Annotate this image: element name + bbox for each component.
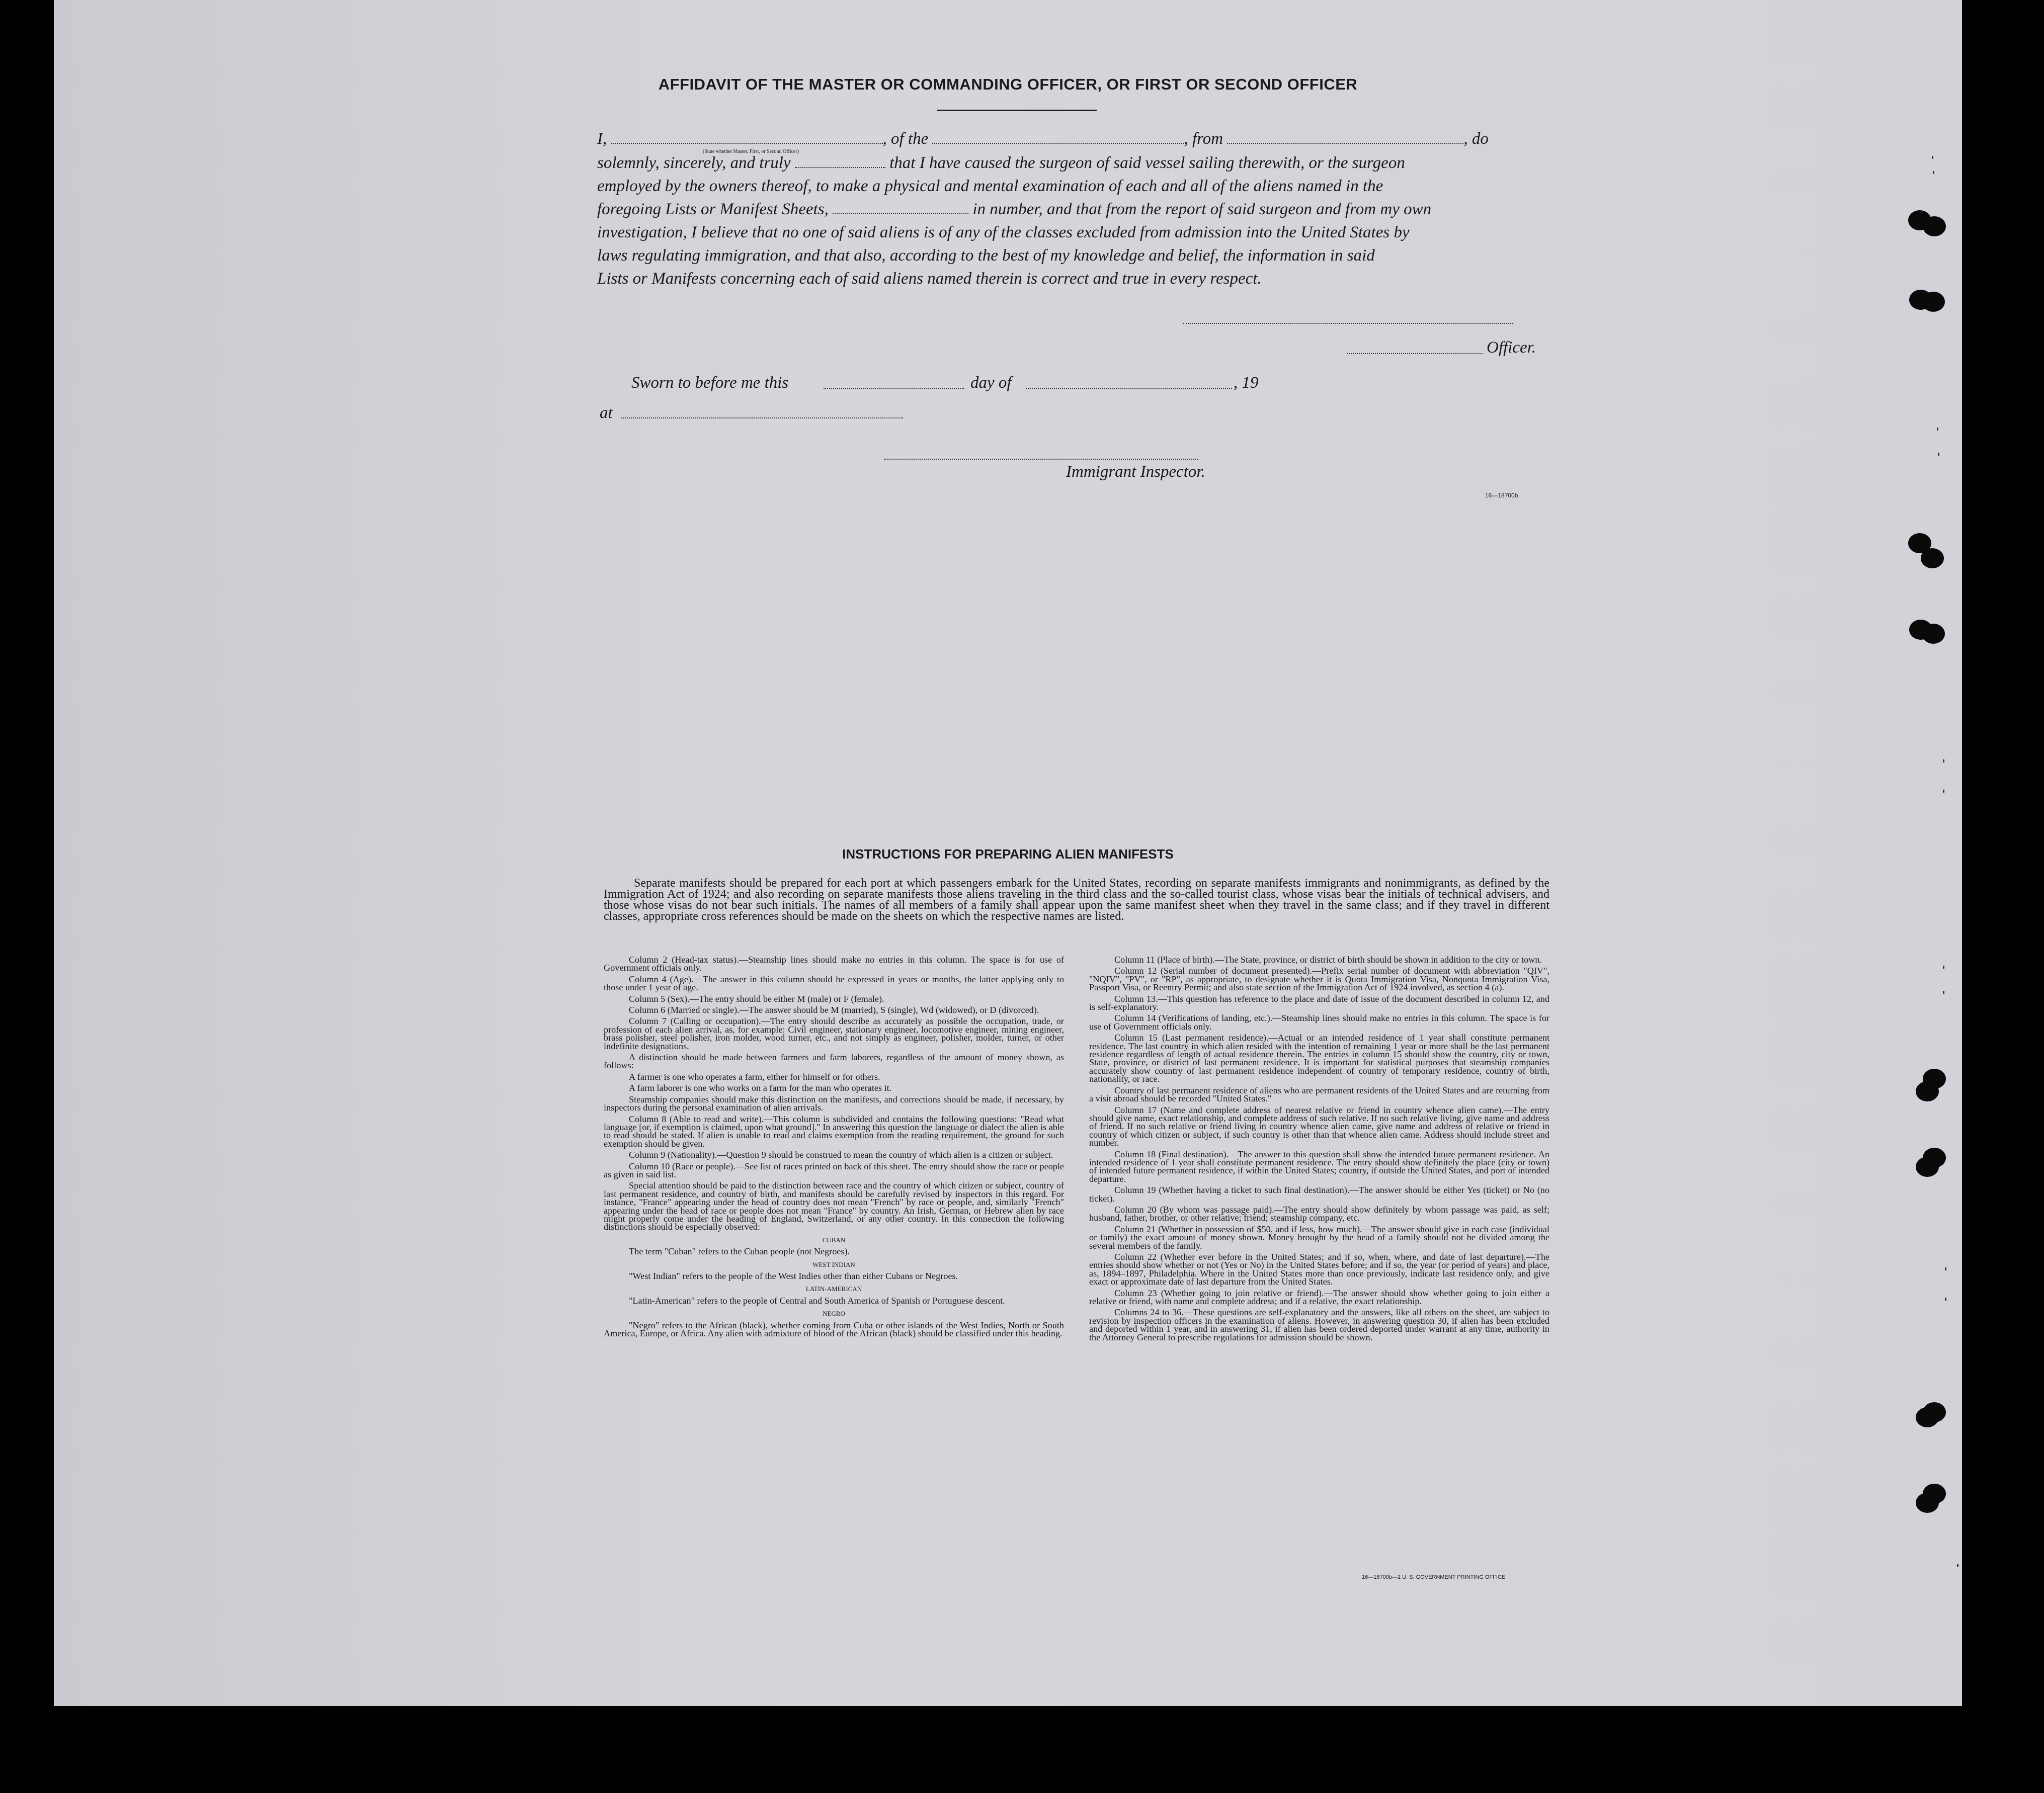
edge-mark bbox=[1943, 966, 1944, 969]
negro-definition: "Negro" refers to the African (black), whether coming from Cuba or other islands of the West Indies, North or South America, Europe, or Africa. Any alien with admixture of blood of the African (black) should be classified under this heading. bbox=[604, 1320, 1064, 1339]
edge-mark bbox=[1943, 991, 1944, 994]
inspector-label: Immigrant Inspector. bbox=[1066, 463, 1205, 481]
edge-mark bbox=[1957, 1564, 1958, 1567]
punch-hole bbox=[1923, 1484, 1946, 1504]
cuban-definition: The term "Cuban" refers to the Cuban people (not Negroes). bbox=[629, 1246, 850, 1257]
signature-line bbox=[1183, 323, 1513, 324]
latin-american-definition: "Latin-American" refers to the people of Central and South America of Spanish or Portuguese descent. bbox=[629, 1295, 1005, 1306]
instruction-paragraph: Column 19 (Whether having a ticket to such final destination).—The answer should be either Yes (ticket) or No (no ticket). bbox=[1089, 1185, 1549, 1204]
latin-american-heading: LATIN-AMERICAN bbox=[805, 1285, 862, 1293]
instruction-paragraph: Column 5 (Sex).—The entry should be either M (male) or F (female). bbox=[629, 993, 884, 1004]
punch-hole bbox=[1921, 548, 1944, 568]
instructions-title: INSTRUCTIONS FOR PREPARING ALIEN MANIFESTS bbox=[842, 846, 1174, 862]
sworn-day-line bbox=[824, 388, 964, 389]
instruction-paragraph: Column 20 (By whom was passage paid).—The entry should show definitely by whom passage was paid, as self; husband, father, brother, or other relative; friend; steamship company, etc. bbox=[1089, 1204, 1549, 1223]
west-indian-definition: "West Indian" refers to the people of the West Indies other than either Cubans or Negroes. bbox=[629, 1271, 958, 1281]
punch-hole bbox=[1923, 1148, 1946, 1168]
instruction-paragraph: Special attention should be paid to the distinction between race and the country of which citizen or subject, country of last permanent residence, and country of birth, and manifests should be carefully revised by inspectors in this regard. For instance, "France" appearing under the head of country does not mean "French" by race or people, and, similarly "French" appearing under the head of race or people does not mean "France" by country. An Irish, German, or Hebrew alien by race might properly come under the heading of England, Switzerland, or any other country. In this connection the following distinctions should be especially observed: bbox=[604, 1180, 1064, 1232]
affidavit-line-7: Lists or Manifests concerning each of said aliens named therein is correct and true in every respect. bbox=[597, 270, 1262, 288]
punch-hole bbox=[1922, 624, 1945, 644]
edge-mark bbox=[1943, 759, 1944, 762]
instruction-paragraph: A farm laborer is one who works on a farm for the man who operates it. bbox=[629, 1083, 892, 1093]
port-from-blank bbox=[1227, 142, 1463, 144]
affidavit-line-3: employed by the owners thereof, to make a physical and mental examination of each and all of the aliens named in the bbox=[597, 177, 1383, 195]
manifest-sheet bbox=[54, 0, 1962, 1706]
instruction-paragraph: Column 21 (Whether in possession of $50, and if less, how much).—The answer should give in each case (individual or family) the exact amount of money shown. Money brought by the head of a family should not be divided among the several members of the family. bbox=[1089, 1224, 1549, 1251]
officer-name-line bbox=[1347, 353, 1483, 354]
edge-mark bbox=[1937, 428, 1938, 431]
instruction-paragraph: Column 7 (Calling or occupation).—The entry should describe as accurately as possible the occupation, trade, or profession of each alien arrival, as, for example: Civil engineer, stationary engineer, locomotive engineer, mining engineer, brass polisher, steel polisher, iron molder, wood turner, etc., and not simply as engineer, polisher, molder, turner, or other indefinite designations. bbox=[604, 1016, 1064, 1051]
instruction-paragraph: Column 14 (Verifications of landing, etc.).—Steamship lines should make no entries in this column. The space is for use of Government officials only. bbox=[1089, 1013, 1549, 1032]
sworn-month-line bbox=[1026, 388, 1232, 389]
west-indian-heading: WEST INDIAN bbox=[812, 1260, 855, 1268]
vessel-name-blank bbox=[932, 142, 1184, 144]
rank-fine-print: (State whether Master, First, or Second Officer) bbox=[703, 149, 799, 154]
affidavit-line-4: foregoing Lists or Manifest Sheets, in number, and that from the report of said surgeon and from my own bbox=[597, 200, 1432, 218]
instruction-paragraph: Column 10 (Race or people).—See list of races printed on back of this sheet. The entry should show the race or people as given in said list. bbox=[604, 1161, 1064, 1179]
instruction-paragraph: Column 15 (Last permanent residence).—Actual or an intended residence of 1 year shall constitute permanent residence. The last country in which alien resided with the intention of remaining 1 year or more shall be the last permanent residence regardless of length of actual residence therein. The entries in column 15 should show the country, city or town, State, province, or district of last permanent residence. It is important for statistical purposes that steamship companies accurately show country of last permanent residence independent of country of temporary residence, country of birth, nationality, or race. bbox=[1089, 1033, 1549, 1084]
instruction-paragraph: Column 12 (Serial number of document presented).—Prefix serial number of document with abbreviation "QIV", "NQIV", "PV", or "RP", as appropriate, to designate whether it is Quota Immigration Visa, Nonquota Immigration Visa, Passport Visa, or Reentry Permit; and also state section of the Immigration Act of 1924 involved, as section 4 (a). bbox=[1089, 966, 1549, 993]
negro-heading: NEGRO bbox=[823, 1310, 845, 1318]
cuban-heading: CUBAN bbox=[822, 1236, 846, 1244]
instructions-intro: Separate manifests should be prepared for each port at which passengers embark for the United States, recording on separate manifests immigrants and nonimmigrants, as defined by the Immigration Act of 1924; and also recording on separate manifests those aliens traveling in the third class and the so-called tourist class, whose visas bear the initials of technical advisers, and those whose visas do not bear such initials. The names of all members of a family shall appear upon the same manifest sheet when they travel in the same class; and if they travel in different classes, appropriate cross references should be made on the sheets on which the respective names are listed. bbox=[604, 877, 1549, 923]
affidavit-line-5: investigation, I believe that no one of said aliens is of any of the classes excluded from admission into the United States by bbox=[597, 223, 1410, 241]
instruction-paragraph: Column 9 (Nationality).—Question 9 should be construed to mean the country of which alien is a citizen or subject. bbox=[629, 1150, 1053, 1160]
at-label: at bbox=[600, 404, 613, 422]
instruction-paragraph: A farmer is one who operates a farm, either for himself or for others. bbox=[629, 1071, 880, 1082]
officer-rank-blank bbox=[611, 142, 883, 144]
instructions-left-column bbox=[604, 956, 1064, 1340]
edge-mark bbox=[1945, 1267, 1946, 1270]
punch-hole bbox=[1922, 292, 1945, 312]
form-number: 16—18700b bbox=[1485, 492, 1518, 499]
punch-hole bbox=[1923, 1402, 1946, 1422]
instruction-paragraph: Column 8 (Able to read and write).—This column is subdivided and contains the following questions: "Read what language [or, if exemption is claimed, upon what ground]." In answering this question the language or dialect the alien is able to read should be stated. If alien is unable to read and claims exemption from the reading requirement, the ground for such exemption should be given. bbox=[604, 1114, 1064, 1149]
edge-mark bbox=[1943, 790, 1944, 793]
instruction-paragraph: A distinction should be made between farmers and farm laborers, regardless of the amount of money shown, as follows: bbox=[604, 1052, 1064, 1071]
instruction-paragraph: Country of last permanent residence of aliens who are permanent residents of the United States and are returning from a visit abroad should be recorded "United States." bbox=[1089, 1085, 1549, 1104]
title-underline bbox=[937, 110, 1097, 111]
instruction-paragraph: Column 17 (Name and complete address of nearest relative or friend in country whence alien came).—The entry should give name, exact relationship, and complete address of such relative. If no such relative living, give name and address of friend. If no such relative or friend living in country whence alien came, give name and address of relative or friend in country of which citizen or subject, if such country is other than that whence alien came. Address should include street and number. bbox=[1089, 1104, 1549, 1148]
edge-mark bbox=[1945, 1298, 1946, 1301]
instruction-paragraph: Steamship companies should make this distinction on the manifests, and corrections should be made, if necessary, by inspectors during the personal examination of alien arrivals. bbox=[604, 1094, 1064, 1113]
sworn-label: Sworn to before me this bbox=[631, 374, 789, 392]
inspector-signature-line bbox=[884, 459, 1198, 460]
instruction-paragraph: Column 23 (Whether going to join relative or friend).—The answer should show whether going to join either a relative or friend, with name and complete address; and if a relative, the exact relationship. bbox=[1089, 1288, 1549, 1307]
instruction-paragraph: Column 13.—This question has reference to the place and date of issue of the document described in column 12, and is self-explanatory. bbox=[1089, 993, 1549, 1012]
affidavit-line-1: I, , of the , from , do bbox=[597, 130, 1489, 148]
day-of-label: day of bbox=[970, 374, 1012, 392]
sheet-count-blank bbox=[833, 213, 968, 214]
instruction-paragraph: Column 6 (Married or single).—The answer should be M (married), S (single), Wd (widowed), or D (divorced). bbox=[629, 1005, 1039, 1015]
edge-mark bbox=[1938, 453, 1939, 456]
year-label: , 19 bbox=[1234, 374, 1259, 392]
edge-mark bbox=[1932, 156, 1933, 159]
affidavit-line-2: solemnly, sincerely, and truly that I have caused the surgeon of said vessel sailing therewith, or the surgeon bbox=[597, 154, 1405, 172]
oath-blank bbox=[795, 166, 885, 168]
printing-office-footer: 16—18700b—1 U. S. GOVERNMENT PRINTING OFFICE bbox=[1362, 1574, 1506, 1580]
instruction-paragraph: Columns 24 to 36.—These questions are self-explanatory and the answers, like all others on the sheet, are subject to revision by inspection officers in the examination of aliens. However, in answering question 30, if alien has been excluded and deported within 1 year, and in answering 31, if alien has been ordered deported under warrant at any time, authority in the Attorney General to prescribe regulations for admission should be shown. bbox=[1089, 1307, 1549, 1342]
affidavit-line-6: laws regulating immigration, and that also, according to the best of my knowledge and belief, the information in said bbox=[597, 246, 1375, 265]
affidavit-title: AFFIDAVIT OF THE MASTER OR COMMANDING OFFICER, OR FIRST OR SECOND OFFICER bbox=[658, 75, 1358, 93]
officer-label: Officer. bbox=[1487, 338, 1536, 357]
instruction-paragraph: Column 2 (Head-tax status).—Steamship lines should make no entries in this column. The space is for use of Government officials only. bbox=[604, 955, 1064, 973]
edge-mark bbox=[1933, 171, 1934, 174]
punch-hole bbox=[1923, 216, 1946, 236]
instructions-right-column bbox=[1089, 956, 1549, 1344]
at-place-line bbox=[621, 417, 903, 418]
instruction-paragraph: Column 4 (Age).—The answer in this column should be expressed in years or months, the latter applying only to those under 1 year of age. bbox=[604, 974, 1064, 993]
instruction-paragraph: Column 11 (Place of birth).—The State, province, or district of birth should be shown in addition to the city or town. bbox=[1114, 955, 1542, 965]
instruction-paragraph: Column 22 (Whether ever before in the United States; and if so, when, where, and date of last departure).—The entries should show whether or not (Yes or No) in the United States before; and if so, the year (or period of years) and place, as, 1894–1897, Philadelphia. Where in the United States more than once previously, indicate last residence only, and give exact or approximate date of last departure from the United States. bbox=[1089, 1252, 1549, 1287]
instruction-paragraph: Column 18 (Final destination).—The answer to this question shall show the intended future permanent residence. An intended residence of 1 year shall constitute permanent residence. The entry should show definitely the place (city or town) of intended future permanent residence, if within the United States; country, if outside the United States, and port of intended departure. bbox=[1089, 1149, 1549, 1184]
punch-hole bbox=[1923, 1069, 1946, 1089]
